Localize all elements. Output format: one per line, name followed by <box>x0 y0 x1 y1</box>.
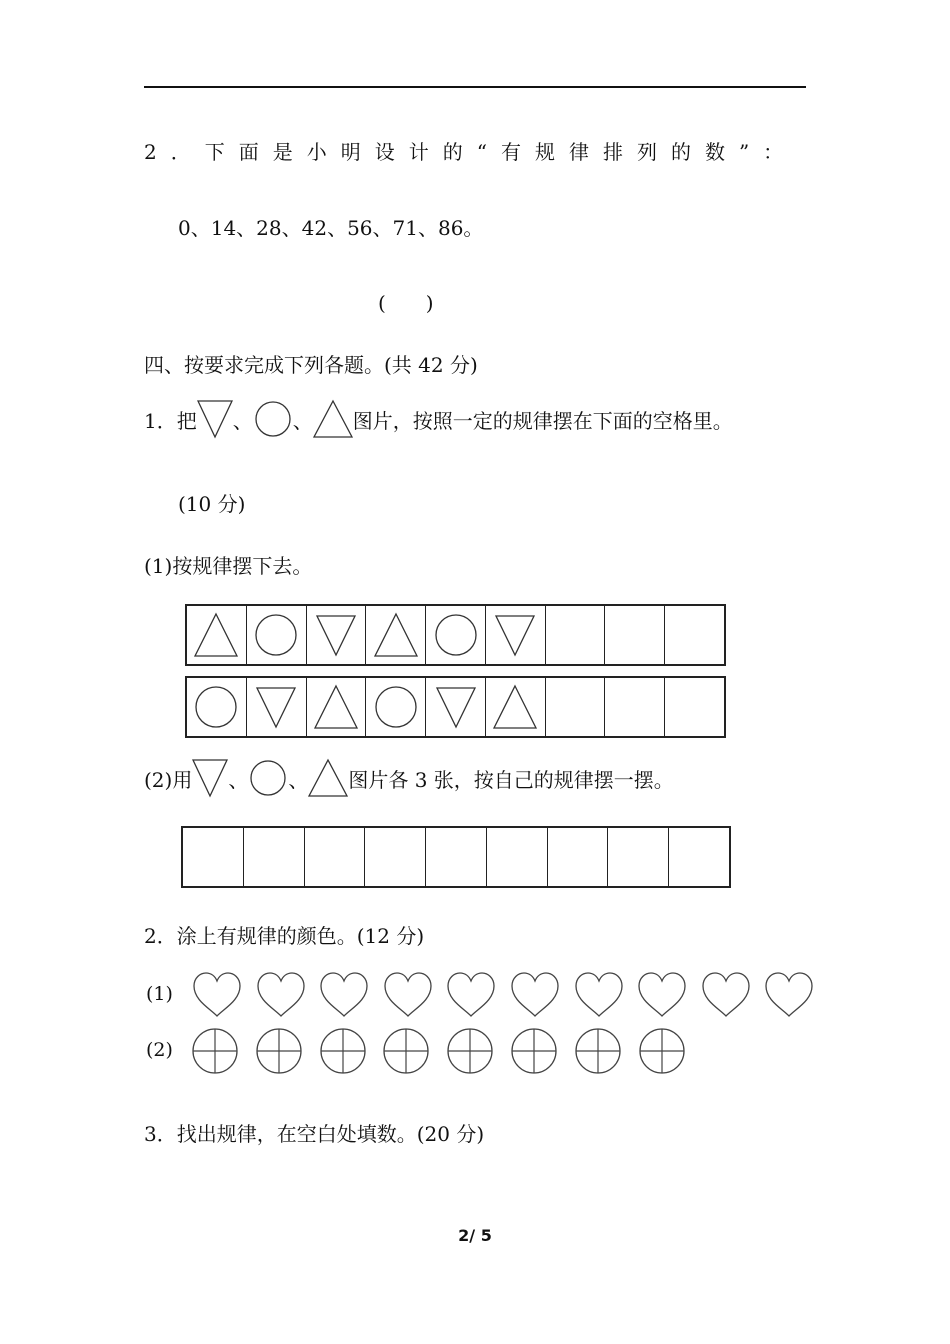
grid-cell <box>486 678 546 736</box>
sub-question-2-suffix: 图片各 3 张，按自己的规律摆一摆。 <box>348 767 674 792</box>
quartered-circles-row <box>191 1027 691 1075</box>
quartered-circle-icon[interactable] <box>382 1027 430 1075</box>
problem-3-title: 3．找出规律，在空白处填数。(20 分) <box>144 1122 485 1146</box>
header-rule <box>144 86 806 88</box>
quartered-circle-icon[interactable] <box>574 1027 622 1075</box>
grid-cell-empty[interactable] <box>608 828 669 886</box>
quartered-circle-icon[interactable] <box>510 1027 558 1075</box>
quartered-circle-icon[interactable] <box>638 1027 686 1075</box>
grid-cell-empty[interactable] <box>605 606 665 664</box>
heart-icon[interactable] <box>636 970 688 1020</box>
triangle-down-icon <box>197 399 233 439</box>
circle-icon <box>373 683 419 731</box>
grid-cell-empty[interactable] <box>605 678 665 736</box>
heart-icon[interactable] <box>382 970 434 1020</box>
section-4-title: 四、按要求完成下列各题。(共 42 分) <box>144 353 478 377</box>
quartered-circle-icon[interactable] <box>255 1027 303 1075</box>
heart-icon[interactable] <box>700 970 752 1020</box>
answer-blank[interactable]: ( ) <box>378 291 434 315</box>
triangle-up-icon <box>308 758 348 798</box>
number-sequence: 0、14、28、42、56、71、86。 <box>178 216 484 240</box>
grid-cell-empty[interactable] <box>305 828 366 886</box>
sub-question-1: (1)按规律摆下去。 <box>144 554 313 578</box>
hearts-row <box>191 970 815 1022</box>
triangle-down-icon <box>433 683 479 731</box>
grid-cell-empty[interactable] <box>546 606 606 664</box>
grid-cell <box>307 606 367 664</box>
separator: 、 <box>288 767 309 792</box>
grid-cell-empty[interactable] <box>665 678 724 736</box>
heart-icon[interactable] <box>191 970 243 1020</box>
heart-icon[interactable] <box>763 970 815 1020</box>
grid-cell <box>247 606 307 664</box>
pattern-grid-row-2 <box>185 676 726 738</box>
pattern-grid-row-1 <box>185 604 726 666</box>
heart-icon[interactable] <box>318 970 370 1020</box>
grid-cell <box>486 606 546 664</box>
grid-cell-empty[interactable] <box>365 828 426 886</box>
quartered-circle-icon[interactable] <box>191 1027 239 1075</box>
problem-1-suffix: 图片，按照一定的规律摆在下面的空格里。 <box>352 408 733 433</box>
triangle-down-icon <box>253 683 299 731</box>
grid-cell <box>426 678 486 736</box>
row-2-label: (2) <box>146 1039 173 1061</box>
problem-1-prefix: 1．把 <box>144 408 197 433</box>
quartered-circle-icon[interactable] <box>319 1027 367 1075</box>
page-number: 2/ 5 <box>458 1226 492 1245</box>
grid-cell <box>366 606 426 664</box>
grid-cell <box>187 606 247 664</box>
grid-cell-empty[interactable] <box>183 828 244 886</box>
circle-icon <box>253 399 293 439</box>
circle-icon <box>193 683 239 731</box>
triangle-down-icon <box>492 611 538 659</box>
grid-cell-empty[interactable] <box>426 828 487 886</box>
separator: 、 <box>232 408 253 433</box>
problem-1-line <box>144 398 733 440</box>
triangle-up-icon <box>373 611 419 659</box>
grid-cell-empty[interactable] <box>487 828 548 886</box>
grid-cell <box>426 606 486 664</box>
circle-icon <box>253 611 299 659</box>
triangle-down-icon <box>192 758 228 798</box>
grid-cell <box>187 678 247 736</box>
quartered-circle-icon[interactable] <box>446 1027 494 1075</box>
circle-icon <box>248 758 288 798</box>
grid-cell-empty[interactable] <box>546 678 606 736</box>
grid-cell <box>307 678 367 736</box>
heart-icon[interactable] <box>509 970 561 1020</box>
triangle-up-icon <box>313 399 353 439</box>
grid-cell-empty[interactable] <box>669 828 729 886</box>
problem-2-title: 2．涂上有规律的颜色。(12 分) <box>144 924 425 948</box>
problem-1-points: (10 分) <box>178 492 246 516</box>
grid-cell-empty[interactable] <box>548 828 609 886</box>
triangle-up-icon <box>193 611 239 659</box>
free-pattern-grid <box>181 826 731 888</box>
sub-question-2-line <box>144 757 674 799</box>
grid-cell-empty[interactable] <box>244 828 305 886</box>
triangle-up-icon <box>492 683 538 731</box>
sub-question-2-prefix: (2)用 <box>144 767 193 792</box>
grid-cell-empty[interactable] <box>665 606 724 664</box>
heart-icon[interactable] <box>445 970 497 1020</box>
separator: 、 <box>228 767 249 792</box>
grid-cell <box>247 678 307 736</box>
triangle-down-icon <box>313 611 359 659</box>
triangle-up-icon <box>313 683 359 731</box>
circle-icon <box>433 611 479 659</box>
question-2-label: 2．下面是小明设计的“有规律排列的数”： <box>144 140 798 164</box>
grid-cell <box>366 678 426 736</box>
row-1-label: (1) <box>146 983 173 1005</box>
heart-icon[interactable] <box>573 970 625 1020</box>
heart-icon[interactable] <box>255 970 307 1020</box>
separator: 、 <box>292 408 313 433</box>
